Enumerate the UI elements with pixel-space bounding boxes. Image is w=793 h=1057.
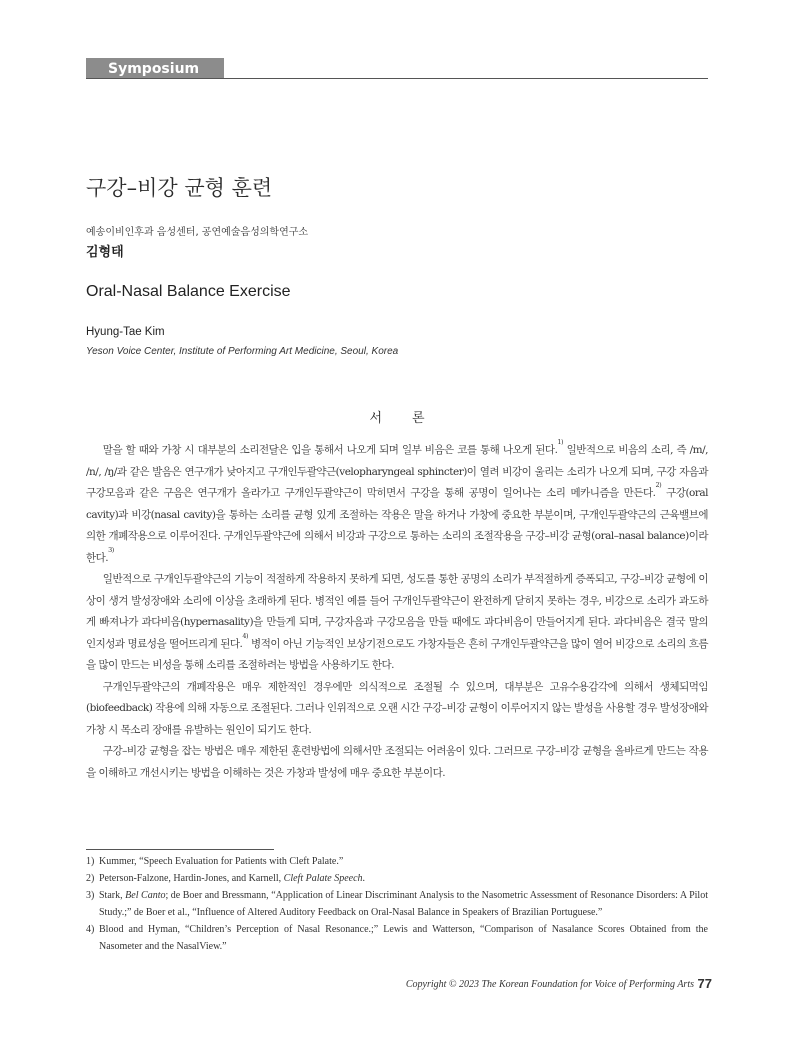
footnote-item bbox=[86, 870, 708, 887]
footnote-ref: 1) bbox=[557, 438, 564, 446]
footnote-rule bbox=[86, 849, 274, 850]
text-run: Stark, bbox=[99, 890, 126, 901]
section-header-bar bbox=[86, 58, 708, 80]
section-tag: Symposium bbox=[86, 58, 224, 79]
text-run: Blood and Hyman, “Children’s Perception of Nasal Resonance.;” Lewis and Watterson, “Comparison of Nasalance Scores Obtained from the Nasometer and the NasalView.” bbox=[99, 924, 708, 952]
footnote-item bbox=[86, 921, 708, 955]
korean-title: 구강–비강 균형 훈련 bbox=[86, 176, 273, 200]
text-run: Peterson-Falzone, Hardin-Jones, and Karnell, bbox=[99, 873, 284, 884]
footnote-number: 1) bbox=[86, 856, 95, 867]
copyright-notice: Copyright © 2023 The Korean Foundation for Voice of Performing Arts bbox=[405, 979, 694, 990]
section-heading-introduction: 서론 bbox=[369, 411, 455, 426]
english-title: Oral-Nasal Balance Exercise bbox=[86, 283, 291, 300]
body-paragraph bbox=[86, 569, 708, 677]
footnote-ref: 3) bbox=[108, 545, 114, 554]
footnote-number: 3) bbox=[86, 890, 95, 901]
korean-author: 김형태 bbox=[86, 245, 124, 260]
text-run: Kummer, “Speech Evaluation for Patients with Cleft Palate.” bbox=[99, 856, 344, 867]
body-text bbox=[86, 440, 708, 784]
footnote-ref: 4) bbox=[242, 631, 249, 640]
body-paragraph bbox=[86, 677, 708, 742]
header-rule bbox=[86, 78, 708, 79]
body-paragraph bbox=[86, 741, 708, 784]
text-run: ; de Boer and Bressmann, “Application of Linear Discriminant Analysis to the Nasometric Assessment of Resonance Disorders: A Pilot Study.;” de Boer et al., “Influence of Altered Auditory Feedback on Oral-Nasal Balance in Speakers of Brazilian Portuguese.” bbox=[99, 890, 708, 918]
footnote-item bbox=[86, 853, 708, 870]
text-run: 병적이 아닌 기능적인 보상기전으로도 가창자들은 흔히 구개인두괄약근을 많이 열어 비강으로 소리의 흐름을 많이 만드는 비성을 통해 소리를 조절하려는 방법을 사용하기도 한다. bbox=[86, 637, 709, 671]
footnote-ref: 2) bbox=[655, 481, 662, 489]
text-run: 구강–비강 균형을 잡는 방법은 매우 제한된 훈련방법에 의해서만 조절되는 어려움이 있다. 그러므로 구강–비강 균형을 올바르게 만드는 작용을 이해하고 개선시키는 방법을 이해하는 것은 가창과 발성에 매우 중요한 부분이다. bbox=[86, 745, 708, 779]
text-run: 구강(oral cavity)과 비강(nasal cavity)을 통하는 소리를 균형 있게 조절하는 작용은 말을 하거나 가창에 중요한 부분이며, 구개인두괄약근의 근육밸브에 의한 개폐작용으로 이루어진다. 구개인두괄약근에 의해서 비강과 구강으로 통하는 소리의 조절작용을 구강–비강 균형(oral–nasal balance)이라 한다. bbox=[86, 487, 708, 564]
page-number: 77 bbox=[697, 976, 712, 991]
text-run: 말을 할 때와 가창 시 대부분의 소리전달은 입을 통해서 나오게 되며 일부 비음은 코를 통해 나오게 된다. bbox=[102, 444, 558, 456]
italic-text: Bel Canto bbox=[125, 890, 166, 901]
body-paragraph bbox=[86, 440, 708, 569]
footnote-number: 4) bbox=[86, 924, 95, 935]
footnote-number: 2) bbox=[86, 873, 95, 884]
text-run: 일반적으로 비음의 소리, 즉 /m/, /n/, /ŋ/과 같은 발음은 연구개가 낮아지고 구개인두괄약근(velopharyngeal sphincter)이 열려 비강이 울리는 소리가 나오게 되며, 구강 자음과 구강모음과 같은 구음은 연구개가 올라가고 구개인두괄약근이 막히면서 구강을 통해 공명이 일어나는 소리 메카니즘을 만든다. bbox=[86, 444, 709, 499]
text-run: . bbox=[362, 873, 366, 884]
footnote-item bbox=[86, 887, 708, 921]
english-author: Hyung-Tae Kim bbox=[86, 326, 165, 338]
text-run: 일반적으로 구개인두괄약근의 기능이 적절하게 작용하지 못하게 되면, 성도를 통한 공명의 소리가 부적절하게 증폭되고, 구강–비강 균형에 이상이 생겨 발성장애와 소리에 이상을 초래하게 된다. 병적인 예를 들어 구개인두괄약근이 완전하게 닫히지 못하는 경우, 비강으로 소리가 과도하게 빠져나가 과다비음(hypernasality)을 만들게 되며, 구강자음과 구강모음을 만들 때에도 과다비음이 만들어지게 된다. 과다비음은 결국 말의 인지성과 명료성을 떨어뜨리게 된다. bbox=[86, 573, 708, 650]
korean-affiliation: 예송이비인후과 음성센터, 공연예술음성의학연구소 bbox=[86, 227, 309, 238]
italic-text: Cleft Palate Speech bbox=[283, 873, 363, 884]
footnotes bbox=[86, 853, 708, 955]
text-run: 구개인두괄약근의 개폐작용은 매우 제한적인 경우에만 의식적으로 조절될 수 있으며, 대부분은 고유수용감각에 의해서 생체되먹임(biofeedback) 작용에 의해 자동으로 조절된다. 그러나 인위적으로 오랜 시간 구강–비강 균형이 이루어지지 않는 발성을 사용할 경우 발성장애와 가창 시 목소리 장애를 유발하는 원인이 되기도 한다. bbox=[86, 680, 708, 736]
english-affiliation: Yeson Voice Center, Institute of Performing Art Medicine, Seoul, Korea bbox=[86, 346, 399, 357]
